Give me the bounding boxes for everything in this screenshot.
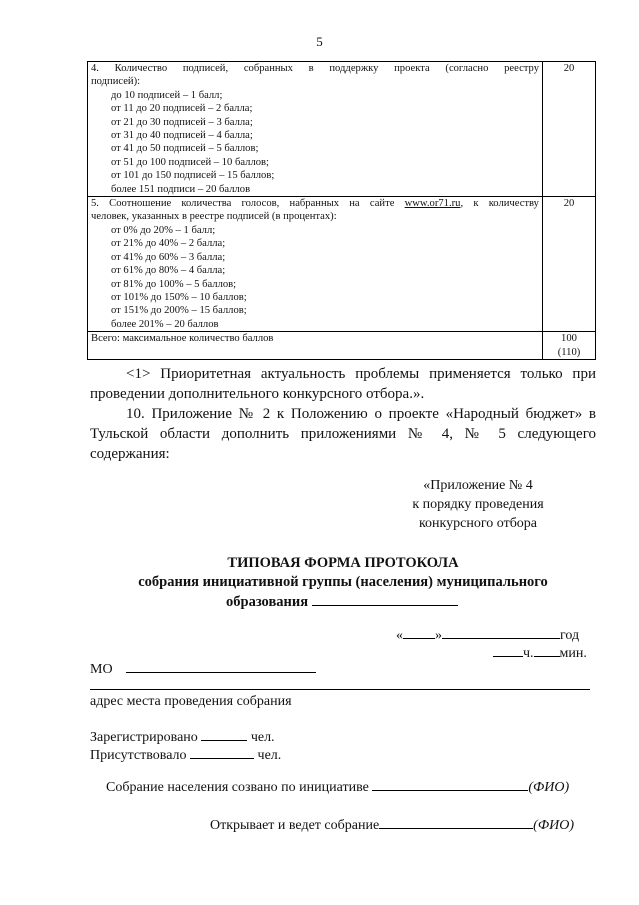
list-item: от 0% до 20% – 1 балл; <box>111 224 216 236</box>
time-line: ч. мин. <box>493 643 587 663</box>
table-row <box>88 332 596 360</box>
list-item: от 21% до 40% – 2 балла; <box>111 238 226 250</box>
mo-blank[interactable] <box>126 659 316 673</box>
initiative-line: Собрание населения созвано по инициативе (ФИО) <box>106 777 569 797</box>
criterion-header: человек, указанных в реестре подписей (в процентах): <box>91 211 337 223</box>
criterion-header: 5. Соотношение количества голосов, набранных на сайте www.or71.ru, к количеству <box>91 198 539 210</box>
present-line: Присутствовало чел. <box>90 745 281 765</box>
mo-line: МО <box>90 659 316 679</box>
total-score-alt: (110) <box>557 346 581 358</box>
month-blank[interactable] <box>442 625 560 639</box>
list-item: до 10 подписей – 1 балл; <box>111 89 223 101</box>
date-line: « » год <box>396 625 579 645</box>
registered-line: Зарегистрировано чел. <box>90 727 275 747</box>
chairman-line: Открывает и ведет собрание (ФИО) <box>210 815 574 835</box>
list-item: от 21 до 30 подписей – 3 балла; <box>111 116 253 128</box>
footnote: <1> Приоритетная актуальность проблемы применяется только при проведении дополнительного конкурсного отбора.». <box>90 366 596 402</box>
total-score: 100 <box>561 333 577 345</box>
list-item: от 41 до 50 подписей – 5 баллов; <box>111 143 259 155</box>
form-subtitle: собрания инициативной группы (населения) муниципального <box>138 574 548 590</box>
criterion-cell <box>88 62 543 197</box>
total-label: Всего: максимальное количество баллов <box>88 332 543 360</box>
page-number: 5 <box>316 34 323 49</box>
list-item: от 151% до 200% – 15 баллов; <box>111 305 247 317</box>
list-item: от 101% до 150% – 10 баллов; <box>111 291 247 303</box>
form-title: ТИПОВАЯ ФОРМА ПРОТОКОЛА <box>227 555 459 571</box>
paragraph-10: 10. Приложение № 2 к Положению о проекте «Народный бюджет» в Тульской области дополнить приложениями № 4, № 5 следующего содержания: <box>90 406 596 462</box>
chairman-blank[interactable] <box>379 815 533 829</box>
score-cell: 20 <box>543 62 596 197</box>
hours-blank[interactable] <box>493 643 523 657</box>
appendix-reference: «Приложение № 4 к порядку проведения конкурсного отбора <box>412 478 544 531</box>
website-link[interactable]: www.or71.ru <box>404 198 461 210</box>
registered-blank[interactable] <box>201 727 247 741</box>
criterion-header: подписей): <box>91 76 141 88</box>
table-row <box>88 197 596 332</box>
list-item: более 151 подписи – 20 баллов <box>111 183 251 195</box>
list-item: от 61% до 80% – 4 балла; <box>111 265 226 277</box>
list-item: от 31 до 40 подписей – 4 балла; <box>111 130 253 142</box>
list-item: от 101 до 150 подписей – 15 баллов; <box>111 170 275 182</box>
form-subtitle-municipality: образования <box>226 592 458 612</box>
minutes-blank[interactable] <box>534 643 560 657</box>
list-item: от 51 до 100 подписей – 10 баллов; <box>111 156 269 168</box>
list-item: от 81% до 100% – 5 баллов; <box>111 278 237 290</box>
list-item: от 41% до 60% – 3 балла; <box>111 251 226 263</box>
criteria-table <box>87 61 596 360</box>
present-blank[interactable] <box>190 745 254 759</box>
total-score-cell <box>543 332 596 360</box>
address-label: адрес места проведения собрания <box>90 694 292 709</box>
list-item: от 11 до 20 подписей – 2 балла; <box>111 103 253 115</box>
municipality-blank[interactable] <box>312 592 458 606</box>
day-blank[interactable] <box>403 625 435 639</box>
table-row <box>88 62 596 197</box>
address-blank[interactable] <box>90 689 590 690</box>
initiative-blank[interactable] <box>372 777 528 791</box>
criterion-cell <box>88 197 543 332</box>
criterion-header: 4. Количество подписей, собранных в поддержку проекта (согласно реестру <box>91 63 539 74</box>
score-cell: 20 <box>543 197 596 332</box>
list-item: более 201% – 20 баллов <box>111 318 219 330</box>
